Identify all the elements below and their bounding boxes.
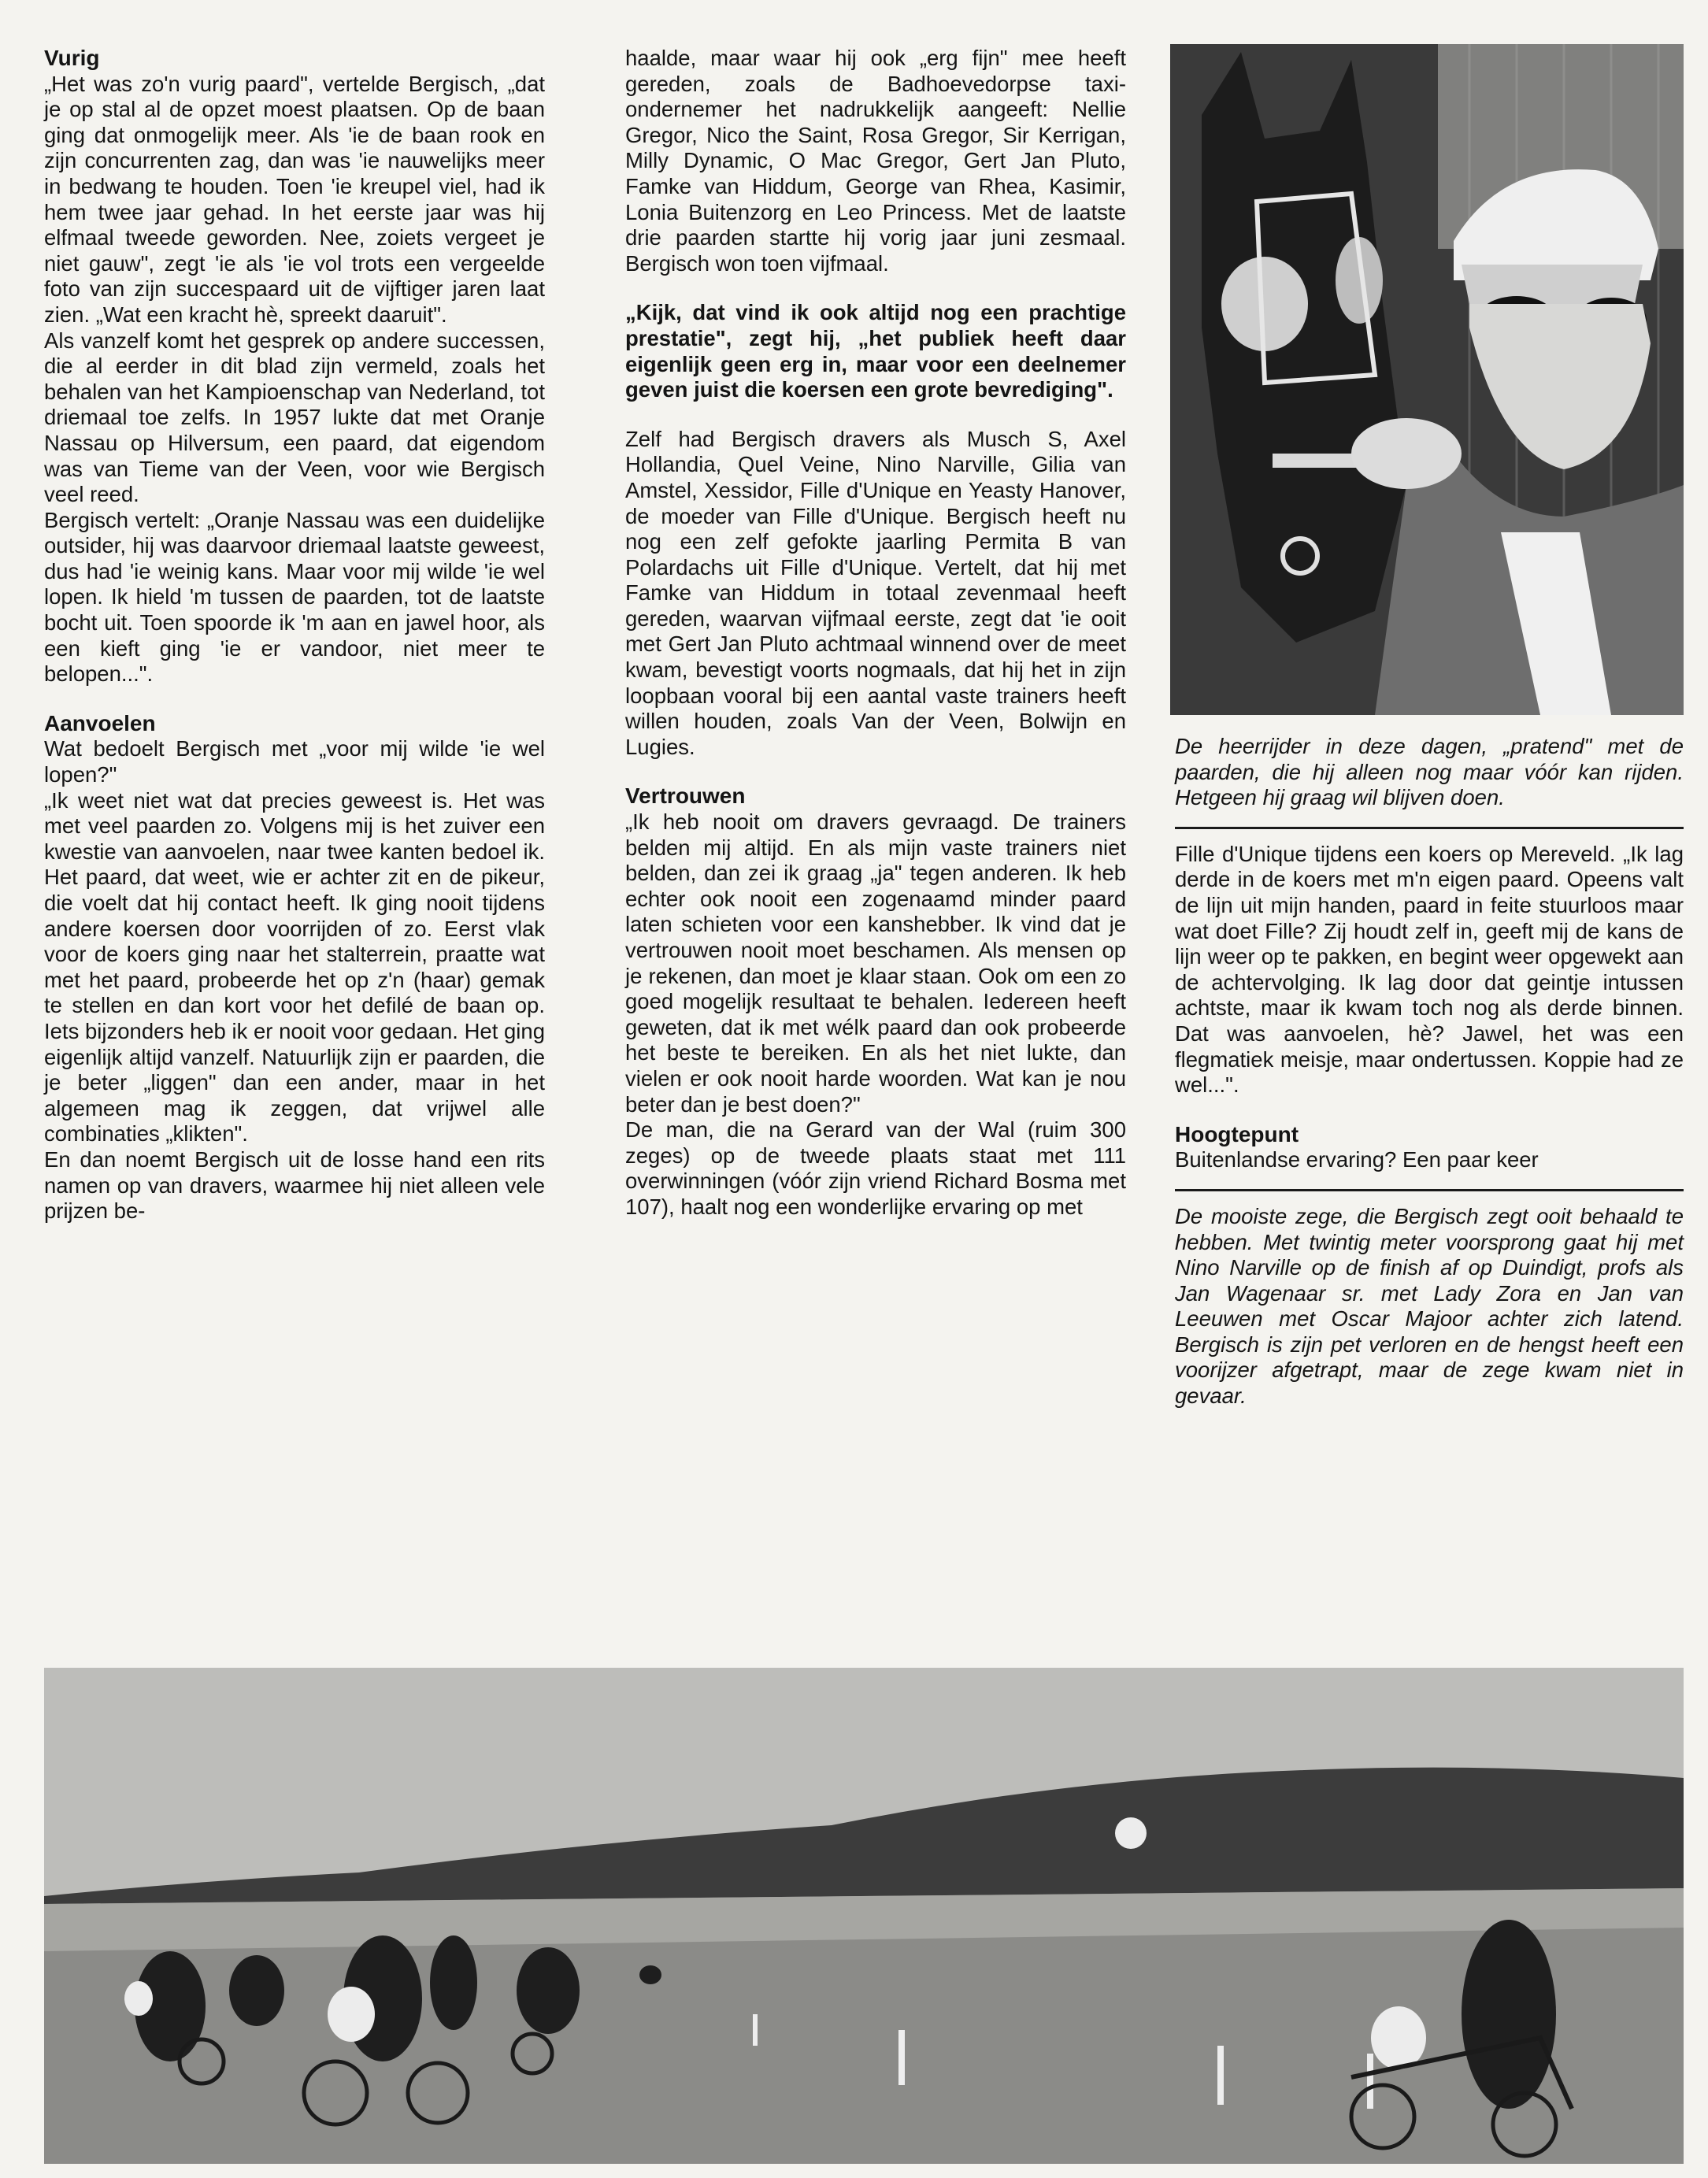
paragraph: „Ik heb nooit om dravers gevraagd. De trainers belden mij altijd. En als mijn vaste trainers niet belden, dan zei ik graag „ja" tegen anderen. Ik heb echter ook nooit een zogenaamd minder paard laten schieten voor een kanshebber. Ik vind dat je vertrouwen nooit moet beschamen. Als mensen op je rekenen, dan moet je klaar staan. Ook om een zo goed mogelijk resultaat te behalen. Iedereen heeft geweten, dat ik met wélk paard dan ook probeerde het beste te bereiken. En als het niet lukte, dan vielen er ook nooit harde woorden. Wat kan je nou beter dan je best doen?": [625, 809, 1126, 1117]
photo-caption-bottom: De mooiste zege, die Bergisch zegt ooit behaald te hebben. Met twintig meter voorsprong gaat hij met Nino Narville op de finish af op Duindigt, profs als Jan Wagenaar sr. met Lady Zora en Jan van Leeuwen met Oscar Majoor achter zich latend. Bergisch is zijn pet verloren en de hengst heeft een voorijzer afgetrapt, maar de zege kwam niet in gevaar.: [1175, 1203, 1684, 1409]
photo-trotting-race: [44, 1668, 1684, 2164]
paragraph: De man, die na Gerard van der Wal (ruim 300 zeges) op de tweede plaats staat met 111 overwinningen (vóór zijn vriend Richard Bosma met 107), haalt nog een wonderlijke ervaring op met: [625, 1117, 1126, 1219]
article-column-1: [44, 46, 545, 1224]
paragraph: Bergisch vertelt: „Oranje Nassau was een duidelijke outsider, hij was daarvoor driemaal laatste geweest, dus had 'ie weinig kans. Maar voor mij wilde 'ie wel lopen. Ik hield 'm tussen de paarden, tot de laatste bocht uit. Toen spoorde ik 'm aan en jawel hoor, als een kieft ging 'ie er vandoor, niet meer te belopen...".: [44, 507, 545, 687]
subheading-vertrouwen: Vertrouwen: [625, 783, 746, 809]
divider: [1175, 1189, 1684, 1191]
subheading-aanvoelen: Aanvoelen: [44, 710, 156, 735]
paragraph: Wat bedoelt Bergisch met „voor mij wilde 'ie wel lopen?": [44, 736, 545, 787]
subheading-hoogtepunt: Hoogtepunt: [1175, 1121, 1299, 1146]
paragraph: haalde, maar waar hij ook „erg fijn" mee heeft gereden, zoals de Badhoevedorpse taxi-ondernemer het nadrukkelijk aangeeft: Nellie Gregor, Nico the Saint, Rosa Gregor, Sir Kerrigan, Milly Dynamic, O Mac Gregor, Gert Jan Pluto, Famke van Hiddum, George van Rhea, Kasimir, Lonia Buitenzorg en Leo Princess. Met de laatste drie paarden startte hij vorig jaar juni zesmaal. Bergisch won toen vijfmaal.: [625, 46, 1126, 276]
paragraph: „Ik weet niet wat dat precies geweest is. Het was met veel paarden zo. Volgens mij is het zuiver een kwestie van aanvoelen, naar twee kanten bedoel ik. Het paard, dat weet, wie er achter zit en de pikeur, die voelt dat hij contact heeft. Ik ging nooit tijdens andere koersen door voorrijden of zo. Eerst vlak voor de koers ging naar het stalterrein, praatte wat met het paard, probeerde het op z'n (haar) gemak te stellen en dan kort voor het defilé de baan op. Iets bijzonders heb ik er nooit voor gedaan. Het ging eigenlijk altijd vanzelf. Natuurlijk zijn er paarden, die je beter „liggen" dan een ander, maar in het algemeen mag ik zeggen, dat vrijwel alle combinaties „klikten".: [44, 787, 545, 1146]
divider: [1175, 827, 1684, 829]
paragraph: Zelf had Bergisch dravers als Musch S, Axel Hollandia, Quel Veine, Nino Narville, Gilia van Amstel, Xessidor, Fille d'Unique en Yeasty Hanover, de moeder van Fille d'Unique. Bergisch heeft nu nog een zelf gefokte jaarling Permita B van Polardachs uit Fille d'Unique. Vertelt, dat hij met Famke van Hiddum in totaal zevenmaal heeft gereden, waarvan vijfmaal eerste, zegt dat 'ie ooit met Gert Jan Pluto achtmaal winnend over de meet kwam, bevestigt voorts nogmaals, dat hij het in zijn loopbaan vooral bij een aantal vaste trainers heeft willen houden, zoals Van der Veen, Bolwijn en Lugies.: [625, 426, 1126, 759]
caption-block-top: [1175, 734, 1684, 1409]
subheading-vurig: Vurig: [44, 46, 100, 70]
photo-driver-with-horse: [1170, 44, 1684, 715]
paragraph: „Het was zo'n vurig paard", vertelde Bergisch, „dat je op stal al de opzet moest plaatsen. Op de baan ging dat onmogelijk meer. Als 'ie de baan rook en zijn concurrenten zag, dan was 'ie nauwelijks meer in bedwang te houden. Toen 'ie kreupel viel, had ik hem twee jaar gehad. In het eerste jaar was hij elfmaal tweede geworden. Nee, zoiets vergeet je niet gauw", zegt 'ie als 'ie vol trots een vergeelde foto van zijn succespaard uit de vijftiger jaren laat zien. „Wat een kracht hè, spreekt daaruit".: [44, 71, 545, 327]
paragraph: Fille d'Unique tijdens een koers op Mereveld. „Ik lag derde in de koers met m'n eigen paard. Opeens valt de lijn uit mijn handen, paard in feite stuurloos maar wat doet Fille? Zij houdt zelf in, geeft mij de kans de lijn weer op te pakken, en begint weer opgewekt aan de achtervolging. Ik lag door dat geintje intussen achtste, maar ik kwam toch nog als derde binnen. Dat was aanvoelen, hè? Jawel, het was een flegmatiek meisje, maar ondertussen. Koppie had ze wel...".: [1175, 841, 1684, 1098]
paragraph: Als vanzelf komt het gesprek op andere successen, die al eerder in dit blad zijn vermeld, zoals het behalen van het Kampioenschap van Nederland, tot driemaal toe zelfs. In 1957 lukte dat met Oranje Nassau op Hilversum, een paard, dat eigendom was van Tieme van der Veen, voor wie Bergisch veel reed.: [44, 328, 545, 507]
pull-quote: „Kijk, dat vind ik ook altijd nog een prachtige prestatie", zegt hij, „het publiek heeft daar eigenlijk geen erg in, maar voor een deelnemer geven juist die koersen een grote bevrediging".: [625, 300, 1126, 402]
paragraph: Buitenlandse ervaring? Een paar keer: [1175, 1147, 1539, 1172]
photo-caption-top: De heerrijder in deze dagen, „pratend" met de paarden, die hij alleen nog maar vóór kan rijden. Hetgeen hij graag wil blijven doen.: [1175, 734, 1684, 810]
article-column-2: [625, 46, 1126, 1220]
paragraph: En dan noemt Bergisch uit de losse hand een rits namen op van dravers, waarmee hij niet alleen vele prijzen be-: [44, 1146, 545, 1224]
